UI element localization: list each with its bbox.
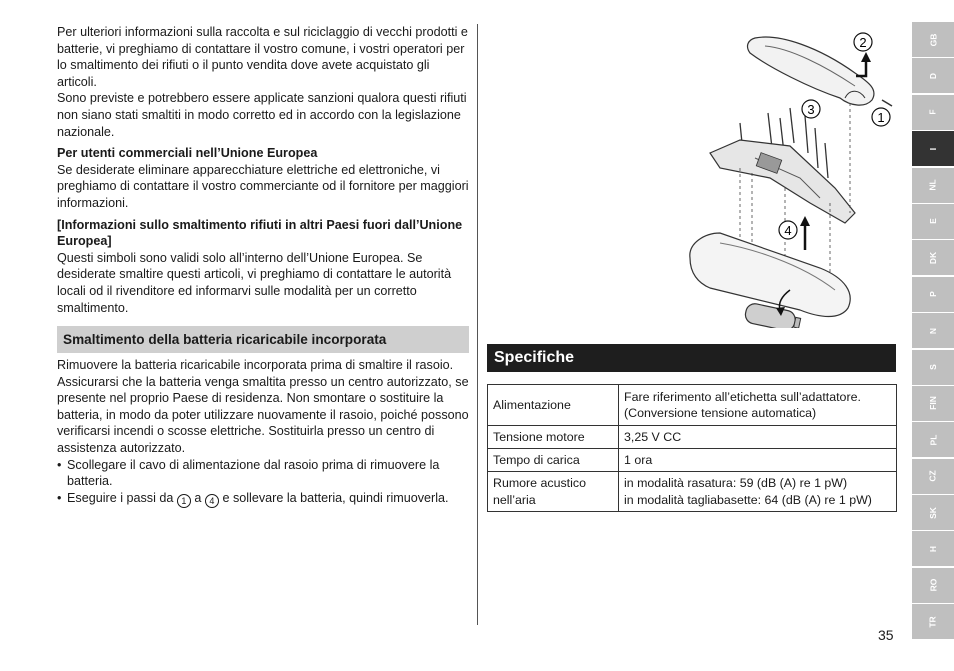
step-2-label: 2 bbox=[859, 35, 867, 50]
language-tab-pl[interactable]: PL bbox=[912, 422, 954, 457]
specifications-table bbox=[487, 384, 897, 512]
table-row bbox=[488, 426, 897, 449]
step-1-label: 1 bbox=[877, 110, 885, 125]
bullet-text-pre: Eseguire i passi da bbox=[67, 490, 174, 505]
step-number-end: 4 bbox=[205, 494, 219, 508]
paragraph-non-eu: Questi simboli sono validi solo all’interno dell’Unione Europea. Se desiderate smaltire questi articoli, vi preghiamo di contattare le autorità locali od il rivenditore ed informarvi sulle modalità per un corretto smaltimento. bbox=[57, 250, 452, 315]
language-tab-f[interactable]: F bbox=[912, 95, 954, 130]
bullet-item-unplug: • Scollegare il cavo di alimentazione dal rasoio prima di rimuovere la batteria. bbox=[57, 457, 469, 490]
language-tab-p[interactable]: P bbox=[912, 277, 954, 312]
page-number: 35 bbox=[878, 627, 894, 643]
specifications-title: Specifiche bbox=[487, 344, 896, 372]
step-number-start: 1 bbox=[177, 494, 191, 508]
bullet-text: Scollegare il cavo di alimentazione dal rasoio prima di rimuovere la batteria. bbox=[67, 457, 440, 489]
language-tab-e[interactable]: E bbox=[912, 204, 954, 239]
column-divider bbox=[477, 24, 478, 625]
table-row bbox=[488, 472, 897, 512]
language-tab-sk[interactable]: SK bbox=[912, 495, 954, 530]
language-tab-n[interactable]: N bbox=[912, 313, 954, 348]
table-row bbox=[488, 449, 897, 472]
paragraph-eu-business: Se desiderate eliminare apparecchiature elettriche ed elettroniche, vi preghiamo di contattare il vostro commerciante od il fornitore per maggiori informazioni. bbox=[57, 162, 469, 210]
subheading-non-eu: [Informazioni sullo smaltimento rifiuti in altri Paesi fuori dall’Unione Europea] bbox=[57, 217, 463, 249]
battery-removal-illustration bbox=[660, 28, 900, 328]
language-tab-tr[interactable]: TR bbox=[912, 604, 954, 639]
table-row bbox=[488, 385, 897, 426]
spec-value: in modalità rasatura: 59 (dB (A) re 1 pW) in modalità tagliabasette: 64 (dB (A) re 1 pW) bbox=[619, 472, 897, 512]
step-3-label: 3 bbox=[807, 102, 815, 117]
spec-value: 1 ora bbox=[619, 449, 897, 472]
bullet-text-post: e sollevare la batteria, quindi rimuoverla. bbox=[222, 490, 449, 505]
subheading-eu-business: Per utenti commerciali nell’Unione Europea bbox=[57, 146, 318, 161]
language-tab-h[interactable]: H bbox=[912, 531, 954, 566]
spec-value: Fare riferimento all’etichetta sull’adattatore. (Conversione tensione automatica) bbox=[619, 385, 897, 426]
language-tab-i[interactable]: I bbox=[912, 131, 954, 166]
spec-key: Rumore acustico nell’aria bbox=[488, 472, 619, 512]
bullet-item-steps: • Eseguire i passi da 1 a 4 e sollevare la batteria, quindi rimuoverla. bbox=[57, 490, 449, 506]
language-tabs bbox=[912, 22, 954, 641]
language-tab-gb[interactable]: GB bbox=[912, 22, 954, 57]
paragraph-recycling-info: Per ulteriori informazioni sulla raccolta e sul riciclaggio di vecchi prodotti e batterie, vi preghiamo di contattare il vostro comune, i vostri operatori per lo smaltimento dei rifiuti o il punto vendita dove avete acquistato gli articoli. bbox=[57, 25, 468, 89]
language-tab-s[interactable]: S bbox=[912, 350, 954, 385]
language-tab-ro[interactable]: RO bbox=[912, 568, 954, 603]
section-title-battery-disposal: Smaltimento della batteria ricaricabile incorporata bbox=[57, 326, 469, 353]
paragraph-sanctions: Sono previste e potrebbero essere applicate sanzioni qualora questi rifiuti non siano stati smaltiti in modo corretto ed in accordo con la legislazione nazionale. bbox=[57, 91, 467, 139]
paragraph-battery-disposal: Rimuovere la batteria ricaricabile incorporata prima di smaltire il rasoio. Assicurarsi che la batteria venga smaltita presso un centro autorizzato, se presente nel proprio Paese di residenza. Non smontare o sostituire la batteria, in modo da poter utilizzare nuovamente il rasoio, poiché possono verificarsi incendi o scosse elettriche. Sostituirla presso un centro di assistenza autorizzato. bbox=[57, 358, 469, 456]
language-tab-nl[interactable]: NL bbox=[912, 168, 954, 203]
spec-key: Tensione motore bbox=[488, 426, 619, 449]
language-tab-cz[interactable]: CZ bbox=[912, 459, 954, 494]
language-tab-dk[interactable]: DK bbox=[912, 240, 954, 275]
step-4-label: 4 bbox=[784, 223, 792, 238]
bullet-text-mid: a bbox=[194, 490, 202, 505]
spec-value: 3,25 V CC bbox=[619, 426, 897, 449]
language-tab-fin[interactable]: FIN bbox=[912, 386, 954, 421]
spec-key: Tempo di carica bbox=[488, 449, 619, 472]
spec-key: Alimentazione bbox=[488, 385, 619, 426]
language-tab-d[interactable]: D bbox=[912, 58, 954, 93]
left-column bbox=[57, 24, 469, 508]
